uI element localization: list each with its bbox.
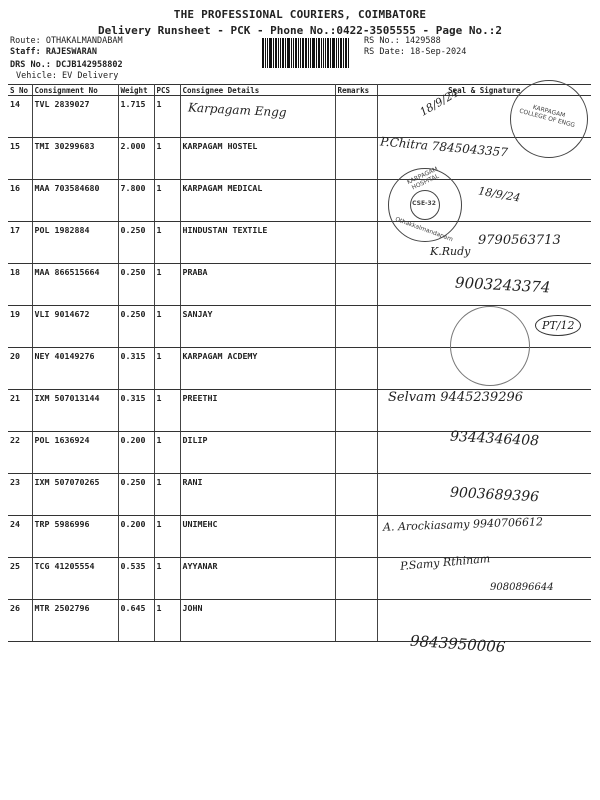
cell-weight: 0.645 (118, 600, 154, 642)
company-title: THE PROFESSIONAL COURIERS, COIMBATORE (173, 8, 427, 21)
cell-remarks (335, 180, 377, 222)
table-row (8, 96, 591, 138)
cell-consignment: TCG 41205554 (32, 558, 118, 600)
barcode-bar (343, 38, 344, 68)
cell-consignment: VLI 9014672 (32, 306, 118, 348)
barcode-bar (287, 38, 290, 68)
handwritten-date-16: 18/9/24 (477, 184, 522, 205)
cell-consignee: PREETHI (180, 390, 335, 432)
cell-weight: 0.315 (118, 390, 154, 432)
route-label: Route: OTHAKALMANDABAM (10, 36, 123, 46)
cell-weight: 0.250 (118, 306, 154, 348)
col-consignment: Consignment No (32, 85, 118, 96)
barcode-bar (338, 38, 339, 68)
cell-weight: 0.250 (118, 264, 154, 306)
cell-remarks (335, 390, 377, 432)
cell-sno: 21 (8, 390, 32, 432)
barcode-bar (318, 38, 320, 68)
barcode (262, 38, 354, 68)
cell-pcs: 1 (154, 306, 180, 348)
barcode-bar (302, 38, 304, 68)
handwritten-phone-25: 9080896644 (490, 582, 554, 593)
barcode-bar (267, 38, 268, 68)
barcode-bar (265, 38, 266, 68)
barcode-bar (321, 38, 322, 68)
staff-label: Staff: RAJESWARAN (10, 47, 97, 57)
handwritten-consignee: Karpagam Engg (187, 100, 287, 120)
cell-sno: 24 (8, 516, 32, 558)
cell-consignee: KARPAGAM HOSTEL (180, 138, 335, 180)
cell-weight: 0.250 (118, 222, 154, 264)
barcode-bar (312, 38, 315, 68)
cell-pcs: 1 (154, 180, 180, 222)
cell-consignment: TVL 2839027 (32, 96, 118, 138)
rs-date: RS Date: 18-Sep-2024 (364, 47, 467, 57)
cell-sno: 18 (8, 264, 32, 306)
cell-pcs: 1 (154, 474, 180, 516)
barcode-bar (323, 38, 324, 68)
cell-consignment: MAA 866515664 (32, 264, 118, 306)
cell-consignee: JOHN (180, 600, 335, 642)
college-stamp-text: KARPAGAM COLLEGE OF ENGG (518, 103, 576, 130)
barcode-bar (305, 38, 307, 68)
drs-number: DRS No.: DCJB142958802 (10, 60, 123, 70)
cell-pcs: 1 (154, 600, 180, 642)
col-sno: S No (8, 85, 32, 96)
handwritten-phone-26: 9843950006 (409, 631, 506, 657)
handwritten-date-14: 18/9/24 (417, 86, 461, 119)
cell-remarks (335, 474, 377, 516)
cell-sno: 14 (8, 96, 32, 138)
handwritten-signature-21: Selvam 9445239296 (388, 390, 524, 405)
cell-remarks (335, 264, 377, 306)
col-signature: Seal & Signature (377, 85, 591, 96)
cell-consignment: MAA 703584680 (32, 180, 118, 222)
cell-pcs: 1 (154, 138, 180, 180)
col-consignee: Consignee Details (180, 85, 335, 96)
handwritten-phone-17: 9790563713 (478, 233, 561, 248)
cell-pcs: 1 (154, 96, 180, 138)
barcode-bar (298, 38, 299, 68)
handwritten-phone-23: 9003689396 (449, 484, 540, 506)
cell-weight: 0.200 (118, 516, 154, 558)
barcode-bar (269, 38, 272, 68)
cell-weight: 0.315 (118, 348, 154, 390)
cell-sno: 17 (8, 222, 32, 264)
cell-pcs: 1 (154, 222, 180, 264)
handwritten-signature-24: A. Arockiasamy 9940706612 (382, 515, 544, 534)
col-pcs: PCS (154, 85, 180, 96)
handwritten-signature-25: P.Samy Rthinam (399, 552, 491, 573)
barcode-bar (275, 38, 277, 68)
cell-remarks (335, 306, 377, 348)
cell-pcs: 1 (154, 348, 180, 390)
col-weight: Weight (118, 85, 154, 96)
handwritten-phone-22: 9344346408 (449, 428, 540, 450)
barcode-bar (336, 38, 337, 68)
cell-remarks (335, 222, 377, 264)
cell-sno: 19 (8, 306, 32, 348)
cell-sno: 23 (8, 474, 32, 516)
cell-consignment: TRP 5986996 (32, 516, 118, 558)
vehicle-label: Vehicle: EV Delivery (16, 71, 119, 81)
cell-remarks (335, 348, 377, 390)
cell-sno: 16 (8, 180, 32, 222)
cell-weight: 0.250 (118, 474, 154, 516)
cell-consignee: DILIP (180, 432, 335, 474)
barcode-bar (308, 38, 309, 68)
faint-stamp (450, 306, 530, 386)
cell-remarks (335, 558, 377, 600)
cell-consignee: HINDUSTAN TEXTILE (180, 222, 335, 264)
cell-remarks (335, 432, 377, 474)
barcode-bar (325, 38, 326, 68)
cell-consignment: IXM 507070265 (32, 474, 118, 516)
barcode-bar (293, 38, 294, 68)
cell-remarks (335, 600, 377, 642)
barcode-bar (340, 38, 342, 68)
barcode-bar (280, 38, 281, 68)
barcode-bar (300, 38, 301, 68)
barcode-bar (327, 38, 329, 68)
barcode-bar (316, 38, 317, 68)
cell-consignee: AYYANAR (180, 558, 335, 600)
table-row (8, 600, 591, 642)
barcode-bar (273, 38, 274, 68)
cell-consignee: SANJAY (180, 306, 335, 348)
barcode-bar (348, 38, 349, 68)
hospital-stamp-code: CSE-32 (412, 200, 436, 207)
barcode-bar (291, 38, 292, 68)
cell-remarks (335, 516, 377, 558)
handwritten-signature-15: P.Chitra 7845043357 (379, 134, 509, 160)
cell-consignee: KARPAGAM MEDICAL (180, 180, 335, 222)
cell-weight: 1.715 (118, 96, 154, 138)
hospital-stamp-text: KARPAGAM HOSPITAL (405, 165, 441, 192)
barcode-bar (330, 38, 331, 68)
runsheet-title: Delivery Runsheet - PCK - Phone No.:0422-3505555 - Page No.:2 (98, 24, 502, 37)
cell-consignee: RANI (180, 474, 335, 516)
barcode-bar (278, 38, 279, 68)
table-row (8, 558, 591, 600)
barcode-bar (282, 38, 284, 68)
barcode-bar (332, 38, 335, 68)
handwritten-name-17: K.Rudy (430, 245, 471, 258)
handwritten-phone-18: 9003243374 (454, 273, 551, 297)
rs-number: RS No.: 1429588 (364, 36, 441, 46)
cell-sno: 26 (8, 600, 32, 642)
cell-sno: 22 (8, 432, 32, 474)
cell-consignment: POL 1636924 (32, 432, 118, 474)
cell-pcs: 1 (154, 390, 180, 432)
barcode-bar (295, 38, 297, 68)
cell-consignment: NEY 40149276 (32, 348, 118, 390)
cell-weight: 7.800 (118, 180, 154, 222)
cell-sno: 15 (8, 138, 32, 180)
cell-pcs: 1 (154, 264, 180, 306)
cell-consignee: PRABA (180, 264, 335, 306)
cell-pcs: 1 (154, 432, 180, 474)
barcode-bar (310, 38, 311, 68)
barcode-bar (345, 38, 347, 68)
cell-weight: 2.000 (118, 138, 154, 180)
col-remarks: Remarks (335, 85, 377, 96)
cell-signature (377, 600, 591, 642)
hospital-stamp-town: Othakkalmandapam (394, 215, 454, 244)
barcode-bar (262, 38, 264, 68)
cell-remarks (335, 96, 377, 138)
cell-sno: 25 (8, 558, 32, 600)
cell-consignment: POL 1982884 (32, 222, 118, 264)
cell-pcs: 1 (154, 558, 180, 600)
barcode-bar (285, 38, 286, 68)
cell-consignment: TMI 30299683 (32, 138, 118, 180)
handwritten-initials-19: PT/12 (535, 315, 581, 336)
cell-pcs: 1 (154, 516, 180, 558)
table-header-row (8, 85, 591, 96)
cell-consignee: UNIMEHC (180, 516, 335, 558)
cell-weight: 0.200 (118, 432, 154, 474)
cell-consignee: KARPAGAM ACDEMY (180, 348, 335, 390)
cell-sno: 20 (8, 348, 32, 390)
cell-consignment: MTR 2502796 (32, 600, 118, 642)
cell-consignment: IXM 507013144 (32, 390, 118, 432)
cell-weight: 0.535 (118, 558, 154, 600)
cell-remarks (335, 138, 377, 180)
